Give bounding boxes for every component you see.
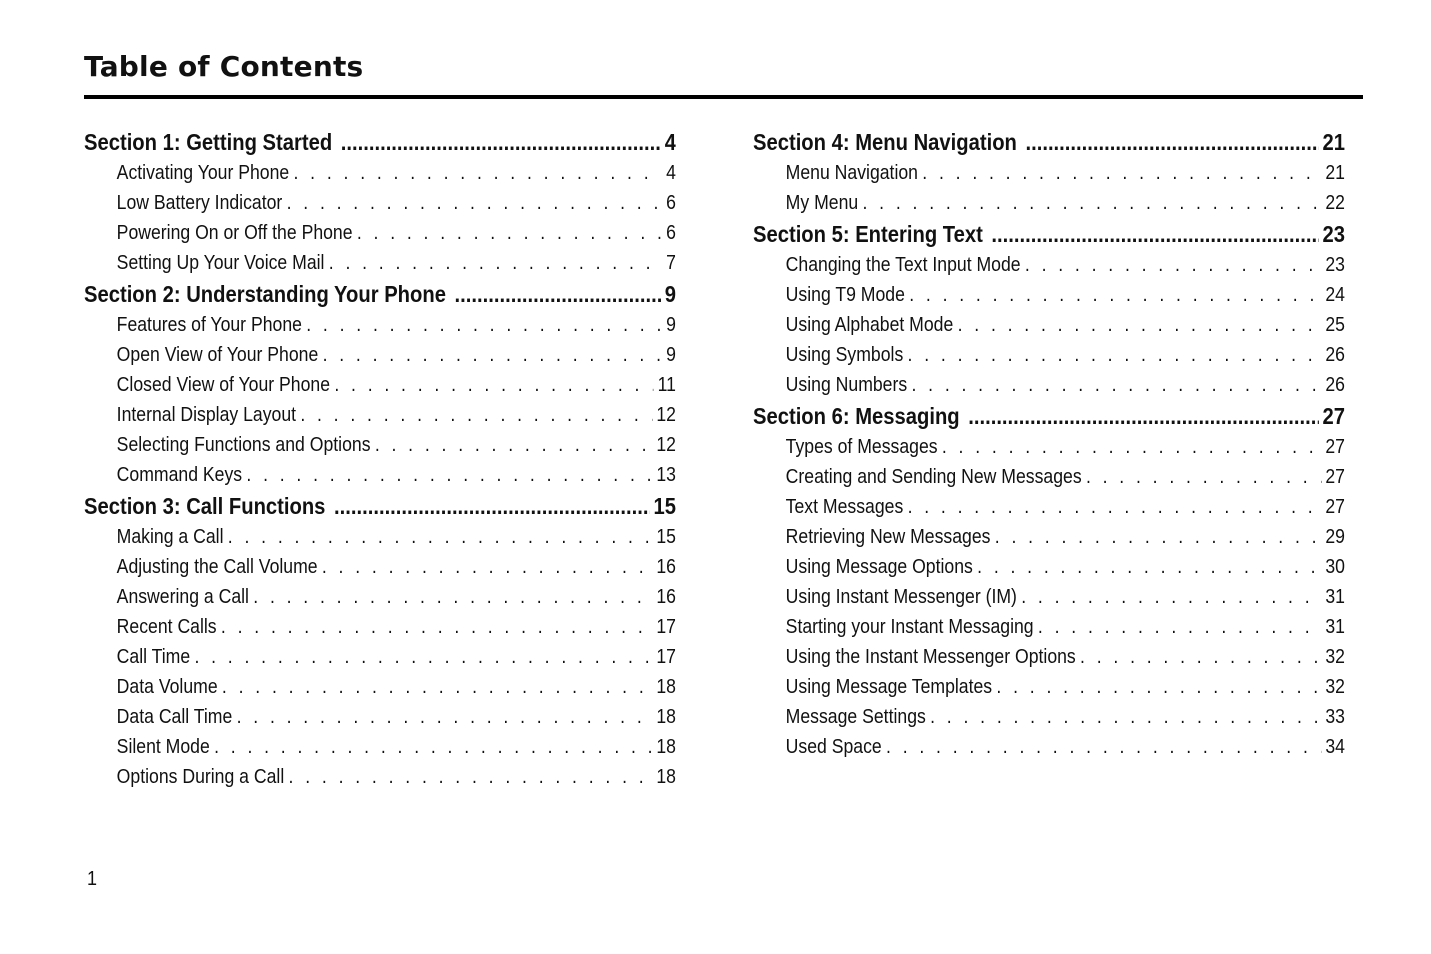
toc-entry-title: Using Instant Messenger (IM) [785,585,1017,608]
dot-leader [221,612,652,642]
toc-entry-title: Using Symbols [785,343,904,366]
toc-entry-title: Features of Your Phone [116,313,302,336]
toc-entry-title: Starting your Instant Messaging [785,615,1034,638]
toc-entry-title: Message Settings [785,705,926,728]
toc-page-number: 33 [1325,705,1345,728]
dot-leader [287,188,662,218]
toc-page-number: 15 [656,525,676,548]
toc-entry-title: Adjusting the Call Volume [116,555,318,578]
toc-page-number: 23 [1325,253,1345,276]
toc-entry[interactable] [753,642,1345,672]
dot-leader [862,188,1321,218]
dot-leader [323,340,662,370]
toc-entry[interactable] [84,218,676,248]
toc-entry[interactable] [84,582,676,612]
toc-section-heading[interactable] [84,126,676,158]
toc-entry-title: Using T9 Mode [785,283,905,306]
dot-leader [329,248,662,278]
toc-entry-title: Powering On or Off the Phone [116,221,353,244]
toc-page-number: 31 [1325,615,1345,638]
toc-page-number: 27 [1325,495,1345,518]
dot-leader [289,762,653,792]
dot-leader [958,310,1321,340]
toc-entry[interactable] [84,370,676,400]
toc-entry[interactable] [753,462,1345,492]
toc-entry[interactable] [753,432,1345,462]
toc-page-number: 27 [1325,465,1345,488]
toc-entry-title: Text Messages [785,495,904,518]
toc-section-heading[interactable] [84,278,676,310]
toc-page-number: 18 [656,705,676,728]
toc-page-number: 25 [1325,313,1345,336]
toc-entry[interactable] [84,612,676,642]
toc-column-right [753,126,1345,762]
dot-leader [911,370,1321,400]
toc-entry[interactable] [84,188,676,218]
toc-page-number: 24 [1325,283,1345,306]
toc-entry[interactable] [753,310,1345,340]
toc-entry-title: Using the Instant Messenger Options [785,645,1076,668]
toc-entry[interactable] [84,732,676,762]
toc-entry-title: Section 5: Entering Text [753,221,983,247]
toc-page-number: 16 [656,555,676,578]
dot-leader [995,522,1321,552]
toc-entry-title: Section 1: Getting Started [84,129,333,155]
toc-page-number: 23 [1322,221,1345,247]
toc-page-number: 4 [664,129,676,155]
toc-page-number: 32 [1325,675,1345,698]
toc-page-number: 13 [656,463,676,486]
toc-entry-title: Closed View of Your Phone [116,373,331,396]
toc-page-number: 29 [1325,525,1345,548]
dot-leader [214,732,652,762]
dot-leader [1086,462,1321,492]
toc-entry[interactable] [84,248,676,278]
toc-entry-title: Using Message Options [785,555,973,578]
toc-entry[interactable] [84,460,676,490]
toc-entry[interactable] [753,250,1345,280]
toc-entry[interactable] [84,552,676,582]
toc-entry-title: Low Battery Indicator [116,191,283,214]
toc-page-number: 9 [666,343,676,366]
toc-entry[interactable] [753,340,1345,370]
toc-entry[interactable] [753,612,1345,642]
dot-leader [455,278,662,310]
toc-entry-title: Used Space [785,735,882,758]
toc-entry-title: Data Volume [116,675,218,698]
toc-page-number: 32 [1325,645,1345,668]
toc-entry[interactable] [753,702,1345,732]
toc-page-number: 21 [1322,129,1345,155]
toc-page-number: 22 [1325,191,1345,214]
toc-entry-title: Activating Your Phone [116,161,290,184]
dot-leader [375,430,652,460]
dot-leader [246,460,652,490]
toc-page-number: 30 [1325,555,1345,578]
toc-entry-title: Creating and Sending New Messages [785,465,1082,488]
toc-entry-title: Menu Navigation [785,161,918,184]
toc-page-number: 27 [1322,403,1345,429]
toc-entry[interactable] [753,522,1345,552]
toc-page-number: 27 [1325,435,1345,458]
toc-entry-title: Section 4: Menu Navigation [753,129,1017,155]
toc-entry-title: Data Call Time [116,705,233,728]
toc-entry-title: Using Alphabet Mode [785,313,954,336]
toc-page-number: 17 [656,645,676,668]
toc-page-number: 26 [1325,373,1345,396]
toc-entry-title: Recent Calls [116,615,217,638]
dot-leader [1080,642,1321,672]
toc-entry[interactable] [84,310,676,340]
dot-leader [886,732,1321,762]
toc-entry[interactable] [84,642,676,672]
dot-leader [228,522,652,552]
dot-leader [222,672,652,702]
dot-leader [306,310,662,340]
toc-page-number: 12 [656,433,676,456]
toc-entry[interactable] [753,732,1345,762]
dot-leader [908,492,1321,522]
toc-page-number: 4 [666,161,676,184]
dot-leader [294,158,662,188]
toc-entry-title: Making a Call [116,525,224,548]
toc-entry-title: Options During a Call [116,765,285,788]
toc-entry-title: Silent Mode [116,735,210,758]
toc-entry[interactable] [84,672,676,702]
toc-entry-title: Open View of Your Phone [116,343,319,366]
dot-leader [996,672,1321,702]
toc-section-heading[interactable] [753,400,1345,432]
dot-leader [942,432,1321,462]
dot-leader [1021,582,1321,612]
toc-entry-title: Internal Display Layout [116,403,297,426]
dot-leader [930,702,1321,732]
toc-entry[interactable] [84,158,676,188]
toc-entry-title: Using Numbers [785,373,908,396]
dot-leader [1025,250,1321,280]
toc-entry-title: Retrieving New Messages [785,525,991,548]
toc-page-number: 7 [666,251,676,274]
toc-entry-title: Using Message Templates [785,675,993,698]
dot-leader [300,400,652,430]
toc-entry-title: Selecting Functions and Options [116,433,371,456]
toc-page-number: 6 [666,221,676,244]
toc-entry[interactable] [84,522,676,552]
toc-entry[interactable] [753,370,1345,400]
toc-section-heading[interactable] [753,218,1345,250]
toc-entry[interactable] [84,340,676,370]
toc-section-heading[interactable] [753,126,1345,158]
dot-leader [908,340,1322,370]
toc-entry[interactable] [84,400,676,430]
dot-leader [1025,126,1319,158]
toc-entry-title: Types of Messages [785,435,938,458]
toc-entry-title: Changing the Text Input Mode [785,253,1021,276]
toc-entry[interactable] [753,280,1345,310]
toc-entry-title: Section 2: Understanding Your Phone [84,281,446,307]
dot-leader [1038,612,1321,642]
toc-page-number: 16 [656,585,676,608]
dot-leader [991,218,1319,250]
toc-page-number: 6 [666,191,676,214]
toc-entry[interactable] [753,492,1345,522]
toc-entry-title: Call Time [116,645,191,668]
page-title: Table of Contents [84,50,364,83]
toc-page-number: 18 [656,765,676,788]
dot-leader [322,552,652,582]
toc-page-number: 11 [657,373,676,396]
dot-leader [253,582,652,612]
toc-entry[interactable] [753,672,1345,702]
toc-page-number: 17 [656,615,676,638]
toc-section-heading[interactable] [84,490,676,522]
dot-leader [334,370,653,400]
dot-leader [922,158,1321,188]
toc-page-number: 9 [666,313,676,336]
dot-leader [977,552,1321,582]
toc-entry-title: Section 3: Call Functions [84,493,326,519]
title-divider [84,95,1363,99]
toc-entry[interactable] [753,552,1345,582]
toc-page-number: 26 [1325,343,1345,366]
dot-leader [341,126,662,158]
dot-leader [968,400,1319,432]
toc-entry[interactable] [753,582,1345,612]
toc-entry[interactable] [84,762,676,792]
dot-leader [909,280,1321,310]
toc-entry-title: Command Keys [116,463,243,486]
page-number: 1 [87,868,98,890]
toc-page-number: 18 [656,675,676,698]
toc-page-number: 31 [1325,585,1345,608]
toc-page-number: 9 [664,281,676,307]
toc-entry-title: Setting Up Your Voice Mail [116,251,325,274]
toc-page-number: 18 [656,735,676,758]
toc-entry-title: My Menu [785,191,859,214]
toc-column-left [84,126,676,792]
toc-entry-title: Section 6: Messaging [753,403,960,429]
dot-leader [357,218,662,248]
dot-leader [237,702,652,732]
toc-page-number: 15 [653,493,676,519]
toc-page-number: 34 [1325,735,1345,758]
toc-entry[interactable] [753,158,1345,188]
toc-entry[interactable] [84,702,676,732]
dot-leader [194,642,652,672]
toc-page-number: 12 [656,403,676,426]
toc-entry[interactable] [84,430,676,460]
toc-entry[interactable] [753,188,1345,218]
toc-page-number: 21 [1325,161,1345,184]
dot-leader [334,490,650,522]
toc-entry-title: Answering a Call [116,585,249,608]
